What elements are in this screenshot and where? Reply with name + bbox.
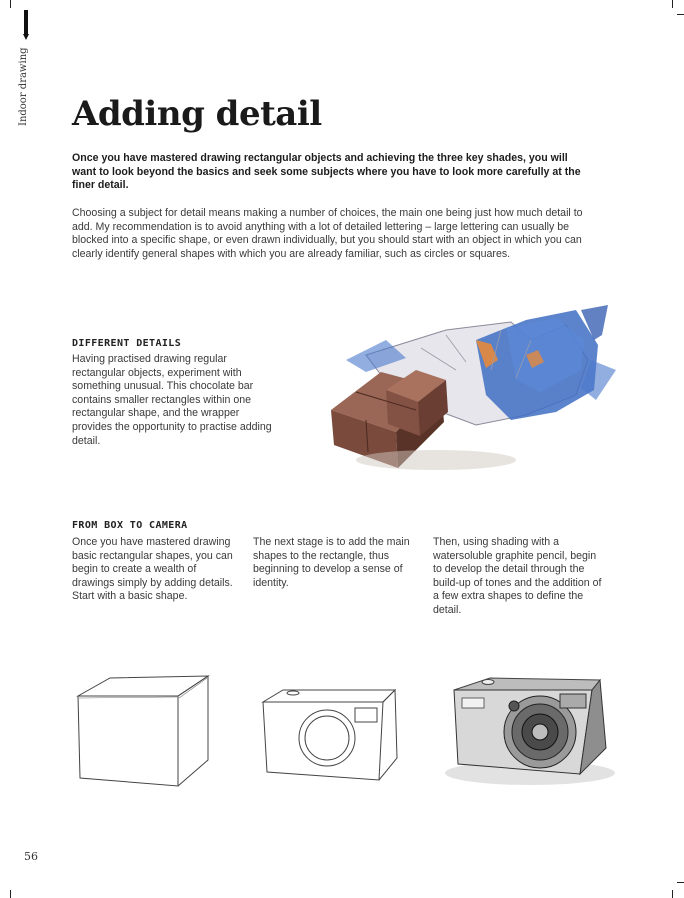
camera-outline-illustration: [255, 682, 405, 792]
crop-mark: [677, 14, 684, 15]
box-to-camera-col-3: Then, using shading with a watersoluble graphite pencil, begin to develop the detail through the build-up of tones and the addition of a few extra shapes to define the detail.: [433, 536, 602, 616]
camera-shaded-illustration: [440, 668, 620, 788]
box-to-camera-heading: FROM BOX TO CAMERA: [72, 520, 188, 531]
crop-mark: [672, 0, 673, 8]
crop-mark: [672, 890, 673, 898]
box-to-camera-col-2: The next stage is to add the main shapes to the rectangle, thus beginning to develop a sense of identity.: [253, 536, 410, 589]
intro-paragraph: Once you have mastered drawing rectangular objects and achieving the three key shades, you will want to look beyond the basics and seek some subjects where you have to look more carefully at the finer detail.: [72, 152, 581, 192]
section-tab: [18, 10, 40, 130]
box-to-camera-col-1: Once you have mastered drawing basic rectangular shapes, you can begin to create a wealth of drawings simply by adding details. Start with a basic shape.: [72, 536, 233, 603]
body-paragraph: Choosing a subject for detail means making a number of choices, the main one being just how much detail to add. My recommendation is to avoid anything with a lot of detailed lettering – large lettering can usually be blocked into a specific shape, or even drawn individually, but you should start with an object in which you can clearly identify general shapes with which you are already familiar, such as circles or squares.: [72, 207, 583, 260]
crop-mark: [10, 890, 11, 898]
section-tab-label: Indoor drawing: [18, 47, 29, 126]
pencil-tip-icon: [23, 34, 29, 40]
page-title: Adding detail: [72, 94, 322, 134]
crop-mark: [677, 882, 684, 883]
different-details-heading: DIFFERENT DETAILS: [72, 338, 182, 349]
chocolate-bar-illustration: [326, 300, 616, 475]
pencil-icon: [24, 10, 28, 34]
crop-mark: [10, 0, 11, 8]
different-details-text: Having practised drawing regular rectangular objects, experiment with something unusual. This chocolate bar contains smaller rectangles within one rectangular shape, and the wrapper provides the opportunity to practise adding detail.: [72, 353, 272, 447]
page-number: 56: [24, 850, 38, 863]
box-sketch-illustration: [70, 668, 220, 793]
